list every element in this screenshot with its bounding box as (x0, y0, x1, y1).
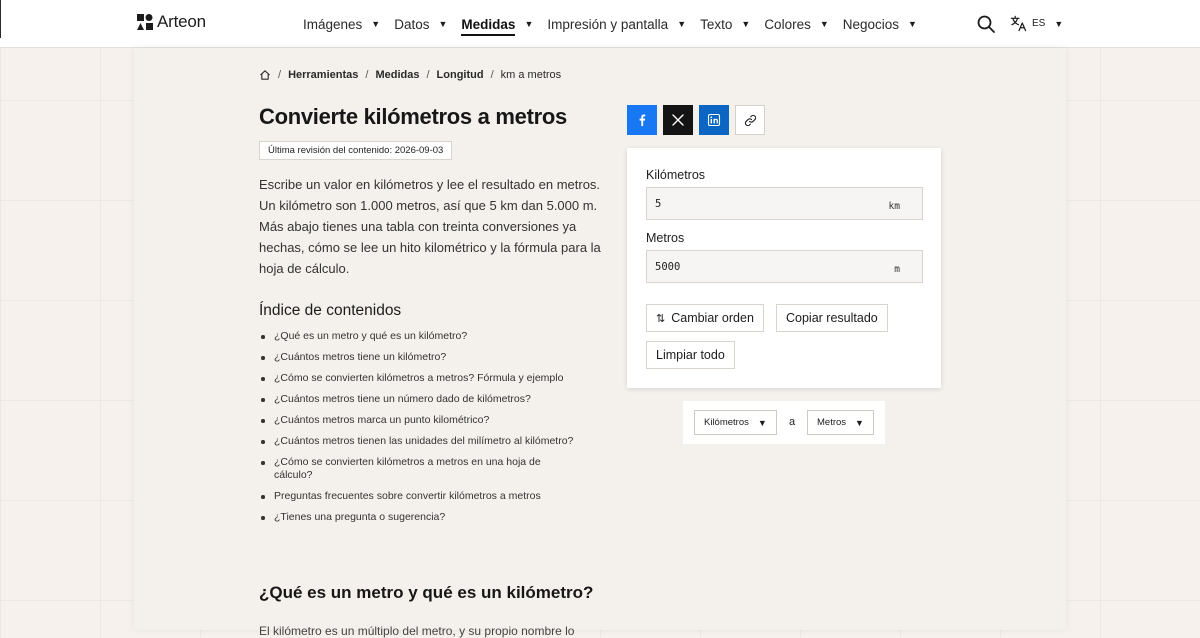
converter-card (627, 148, 941, 388)
toc-item[interactable]: ¿Tienes una pregunta o sugerencia? (259, 511, 604, 524)
caret-down-icon: ▼ (741, 19, 751, 29)
caret-down-icon: ▼ (757, 417, 767, 428)
toc-item[interactable]: ¿Cómo se convierten kilómetros a metros? Fórmula y ejemplo (259, 372, 604, 385)
search-icon (976, 14, 996, 34)
toc-item[interactable]: ¿Cuántos metros tiene un kilómetro? (259, 351, 604, 364)
section-heading: ¿Qué es un metro y qué es un kilómetro? (259, 583, 594, 602)
intro-paragraph: Escribe un valor en kilómetros y lee el resultado en metros. Un kilómetro son 1.000 metros, así que 5 km dan 5.000 m. Más abajo tienes una tabla con treinta conversiones ya hechas, cómo se lee un hito kilométrico y la fórmula para la hoja de cálculo. (259, 177, 601, 276)
from-unit-value: Kilómetros (704, 417, 749, 428)
nav-item-label: Imágenes (303, 16, 363, 32)
toc-item[interactable]: ¿Cómo se convierten kilómetros a metros en una hoja de cálculo? (259, 456, 549, 482)
nav-item-label: Impresión y pantalla (547, 16, 669, 32)
language-code: ES (1032, 18, 1046, 29)
caret-down-icon: ▼ (371, 19, 381, 29)
nav-item-label: Texto (700, 16, 733, 32)
top-navigation-bar (0, 0, 1200, 48)
toc-title: Índice de contenidos (259, 302, 402, 319)
caret-down-icon: ▼ (524, 19, 534, 29)
link-icon (744, 114, 757, 127)
to-unit-value: Metros (817, 417, 847, 428)
share-facebook-button[interactable] (627, 105, 657, 135)
toc-item[interactable]: ¿Cuántos metros tiene un número dado de kilómetros? (259, 393, 604, 406)
nav-item-impresion[interactable] (547, 0, 686, 48)
caret-down-icon: ▼ (819, 19, 829, 29)
share-x-button[interactable] (663, 105, 693, 135)
kilometers-input[interactable] (647, 188, 877, 219)
breadcrumb-item-longitud[interactable]: Longitud (436, 69, 484, 81)
caret-down-icon: ▼ (677, 19, 687, 29)
caret-down-icon: ▼ (908, 19, 917, 29)
page-title: Convierte kilómetros a metros (259, 104, 567, 129)
caret-down-icon: ▼ (1054, 18, 1064, 29)
section-paragraph: El kilómetro es un múltiplo del metro, y su propio nombre lo (259, 624, 575, 638)
clear-all-button[interactable]: Limpiar todo (646, 341, 735, 369)
breadcrumb-separator: / (426, 69, 430, 81)
nav-item-label: Medidas (461, 16, 516, 32)
unit-connector: a (789, 416, 796, 428)
share-buttons (627, 105, 765, 135)
revision-badge: Última revisión del contenido: 2026-09-03 (259, 141, 452, 160)
breadcrumb (259, 69, 561, 81)
home-icon[interactable] (259, 69, 271, 81)
toc-item[interactable]: ¿Cuántos metros tienen las unidades del milímetro al kilómetro? (259, 435, 604, 448)
swap-order-button[interactable] (646, 304, 764, 332)
meters-input[interactable] (647, 251, 877, 282)
language-selector[interactable] (1010, 15, 1063, 32)
facebook-icon (636, 114, 648, 126)
share-linkedin-button[interactable] (699, 105, 729, 135)
toc-item[interactable]: Preguntas frecuentes sobre convertir kilómetros a metros (259, 490, 604, 503)
caret-down-icon: ▼ (855, 417, 864, 428)
linkedin-icon (708, 114, 720, 126)
nav-item-label: Negocios (842, 16, 900, 32)
meters-field[interactable] (646, 250, 923, 283)
nav-item-medidas[interactable] (461, 0, 533, 48)
nav-item-label: Datos (394, 16, 430, 32)
main-nav (303, 0, 931, 48)
kilometers-field[interactable] (646, 187, 923, 220)
kilometers-unit: km (888, 201, 900, 212)
nav-item-imagenes[interactable] (303, 0, 380, 48)
translate-icon (1010, 15, 1027, 32)
nav-item-colores[interactable] (764, 0, 828, 48)
breadcrumb-item-herramientas[interactable]: Herramientas (288, 69, 359, 81)
copy-result-button[interactable]: Copiar resultado (776, 304, 888, 332)
logo[interactable] (137, 12, 206, 32)
breadcrumb-separator: / (278, 69, 282, 81)
breadcrumb-separator: / (365, 69, 369, 81)
toc-item[interactable]: ¿Cuántos metros marca un punto kilométrico? (259, 414, 604, 427)
breadcrumb-separator: / (490, 69, 494, 81)
unit-selector-bar (683, 401, 885, 444)
nav-item-negocios[interactable] (843, 0, 917, 48)
breadcrumb-item-medidas[interactable]: Medidas (375, 69, 420, 81)
table-of-contents (259, 330, 604, 532)
from-field-label: Kilómetros (646, 168, 706, 182)
caret-down-icon: ▼ (438, 19, 448, 29)
search-button[interactable] (976, 14, 996, 34)
to-field-label: Metros (646, 231, 685, 245)
swap-order-label: Cambiar orden (671, 311, 754, 325)
nav-item-texto[interactable] (700, 0, 750, 48)
toc-item[interactable]: ¿Qué es un metro y qué es un kilómetro? (259, 330, 604, 343)
logo-text: Arteon (157, 12, 206, 31)
nav-item-datos[interactable] (394, 0, 447, 48)
window-edge (0, 0, 1, 38)
to-unit-select[interactable] (807, 410, 874, 435)
breadcrumb-current: km a metros (500, 69, 562, 81)
x-icon (672, 114, 684, 126)
copy-link-button[interactable] (735, 105, 765, 135)
logo-icon (137, 14, 153, 30)
nav-item-label: Colores (764, 16, 811, 32)
meters-unit: m (894, 264, 900, 275)
from-unit-select[interactable] (694, 410, 777, 435)
swap-arrows-icon: ⇅ (656, 312, 666, 325)
